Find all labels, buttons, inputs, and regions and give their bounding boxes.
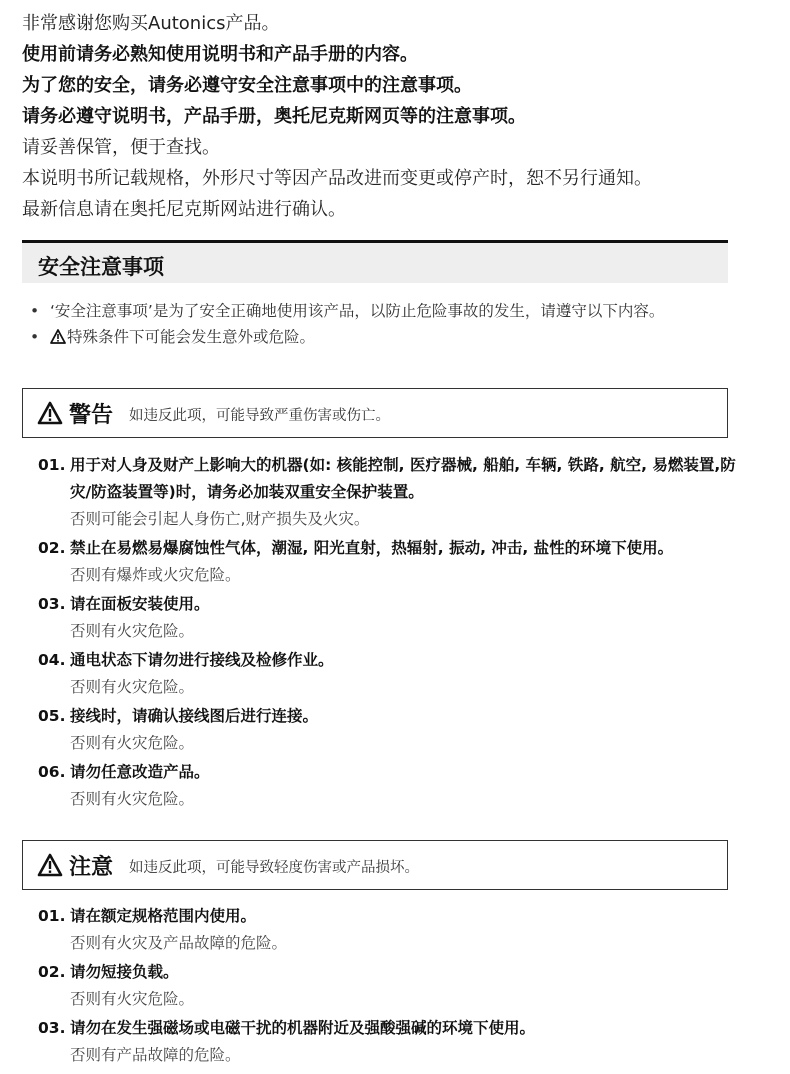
item-text: 请勿短接负载。 <box>70 963 179 981</box>
warning-triangle-icon <box>50 329 66 344</box>
warning-item <box>38 591 738 645</box>
caution-item <box>38 1015 738 1069</box>
intro-line: 最新信息请在奥托尼克斯网站进行确认。 <box>22 199 346 220</box>
item-consequence: 否则有火灾危险。 <box>70 790 195 808</box>
intro-line: 请妥善保管，便于查找。 <box>22 137 220 158</box>
warning-triangle-icon <box>37 401 63 425</box>
warning-item <box>38 759 738 813</box>
item-number: 01. <box>38 456 66 474</box>
item-consequence: 否则有产品故障的危险。 <box>70 1046 241 1064</box>
warning-box <box>22 388 728 438</box>
intro-line: 为了您的安全，请务必遵守安全注意事项中的注意事项。 <box>22 75 472 96</box>
item-number: 01. <box>38 907 66 925</box>
caution-list <box>38 903 738 1071</box>
caution-label: 注意 <box>69 855 114 880</box>
intro-line: 请务必遵守说明书，产品手册，奥托尼克斯网页等的注意事项。 <box>22 106 526 127</box>
intro-line: 使用前请务必熟知使用说明书和产品手册的内容。 <box>22 44 418 65</box>
item-number: 03. <box>38 1019 66 1037</box>
item-text: 用于对人身及财产上影响大的机器(如: 核能控制, 医疗器械, 船舶, 车辆, 铁路, 航空, 易燃装置,防灾/防盗装置等)时，请务必加装双重安全保护装置。 <box>70 456 736 501</box>
item-number: 03. <box>38 595 66 613</box>
item-number: 02. <box>38 539 66 557</box>
item-text: 禁止在易燃易爆腐蚀性气体，潮湿, 阳光直射，热辐射, 振动, 冲击, 盐性的环境下使用。 <box>70 539 674 557</box>
item-number: 02. <box>38 963 66 981</box>
item-text: 通电状态下请勿进行接线及检修作业。 <box>70 651 334 669</box>
warning-label: 警告 <box>69 403 114 428</box>
caution-item <box>38 903 738 957</box>
warning-item <box>38 647 738 701</box>
section-title: 安全注意事项 <box>38 255 164 279</box>
bullet-text: 特殊条件下可能会发生意外或危险。 <box>67 328 316 346</box>
safety-bullets <box>30 298 730 350</box>
warning-item <box>38 452 738 533</box>
intro-line: 本说明书所记载规格，外形尺寸等因产品改进而变更或停产时，恕不另行通知。 <box>22 168 652 189</box>
bullet-item: • 特殊条件下可能会发生意外或危险。 <box>30 328 316 346</box>
intro-line: 非常感谢您购买Autonics产品。 <box>22 13 280 34</box>
caution-box <box>22 840 728 890</box>
item-consequence: 否则有火灾及产品故障的危险。 <box>70 934 288 952</box>
item-text: 接线时，请确认接线图后进行连接。 <box>70 707 319 725</box>
item-consequence: 否则可能会引起人身伤亡,财产损失及火灾。 <box>70 510 370 528</box>
item-consequence: 否则有爆炸或火灾危险。 <box>70 566 241 584</box>
warning-list <box>38 452 738 815</box>
item-number: 06. <box>38 763 66 781</box>
item-text: 请勿在发生强磁场或电磁干扰的机器附近及强酸强碱的环境下使用。 <box>70 1019 536 1037</box>
caution-item <box>38 959 738 1013</box>
intro-text <box>22 8 772 225</box>
warning-item <box>38 535 738 589</box>
section-header <box>22 240 728 283</box>
warning-triangle-icon <box>37 853 63 877</box>
item-consequence: 否则有火灾危险。 <box>70 622 195 640</box>
item-text: 请勿任意改造产品。 <box>70 763 210 781</box>
item-text: 请在额定规格范围内使用。 <box>70 907 257 925</box>
warning-description: 如违反此项，可能导致严重伤害或伤亡。 <box>129 408 390 424</box>
warning-item <box>38 703 738 757</box>
item-number: 04. <box>38 651 66 669</box>
item-text: 请在面板安装使用。 <box>70 595 210 613</box>
item-consequence: 否则有火灾危险。 <box>70 990 195 1008</box>
bullet-text: ‘安全注意事项’是为了安全正确地使用该产品，以防止危险事故的发生，请遵守以下内容。 <box>50 302 665 320</box>
bullet-item: • ‘安全注意事项’是为了安全正确地使用该产品，以防止危险事故的发生，请遵守以下内容。 <box>30 302 665 320</box>
item-consequence: 否则有火灾危险。 <box>70 734 195 752</box>
caution-description: 如违反此项，可能导致轻度伤害或产品损坏。 <box>129 860 419 876</box>
item-number: 05. <box>38 707 66 725</box>
item-consequence: 否则有火灾危险。 <box>70 678 195 696</box>
